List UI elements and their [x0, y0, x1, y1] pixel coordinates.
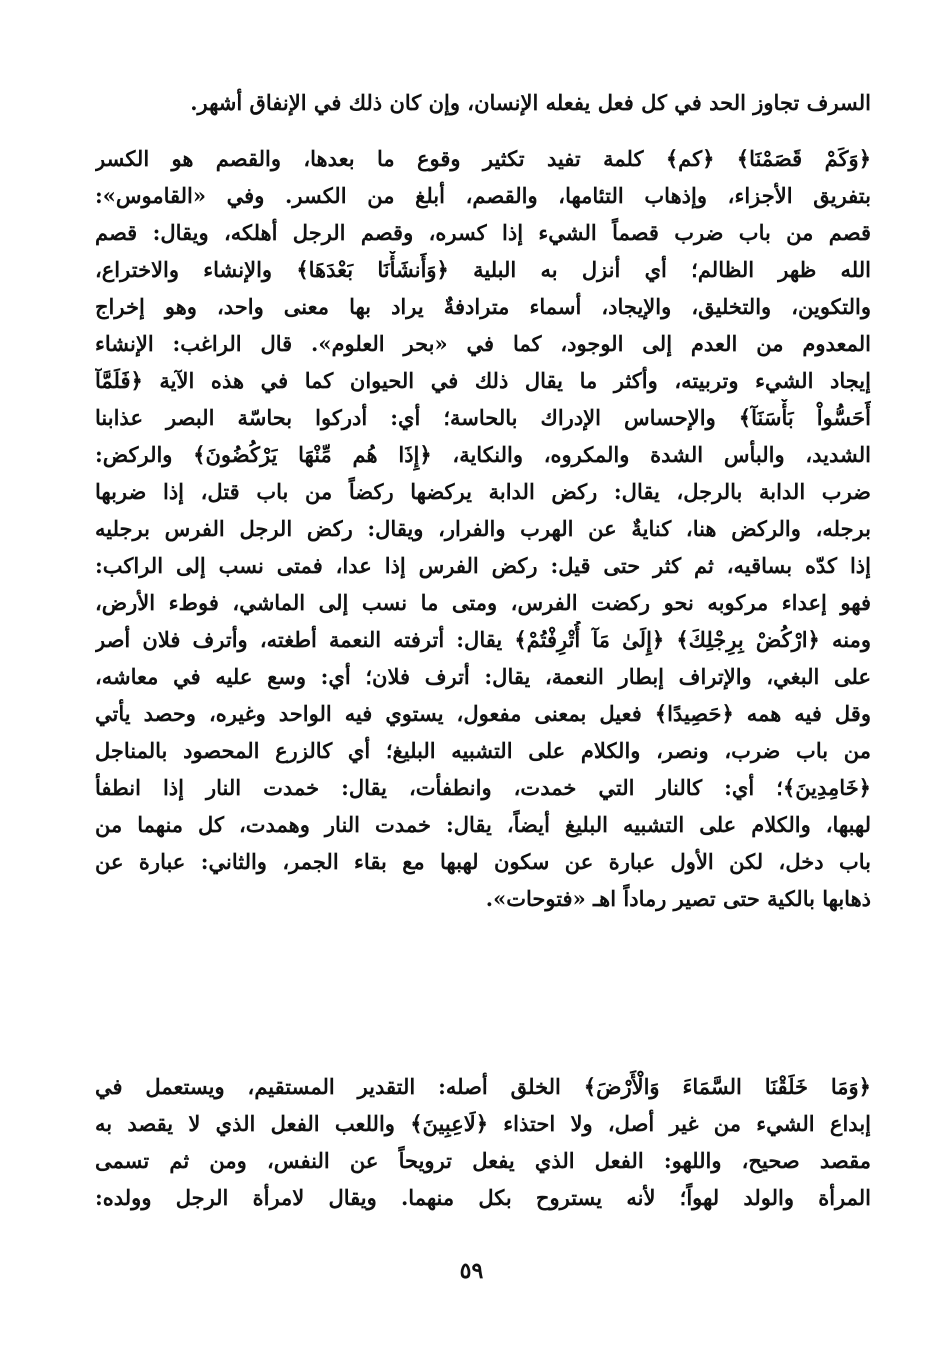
text-line: وقل فيه همه ﴿حَصِيدًا﴾ فعيل بمعنى مفعول، يستوي فيه الواحد وغيره، وحصد يأتي: [95, 701, 871, 726]
text-line: والتكوين، والتخليق، والإيجاد، أسماء مترادفةٌ يراد بها معنى واحد، وهو إخراج: [95, 294, 871, 319]
text-line: لهبها، والكلام على التشبيه البليغ أيضاً، يقال: خمدت النار وهمدت، كل منهما من: [95, 812, 871, 837]
paragraph-1: [95, 84, 871, 121]
text-line: إبداع الشيء من غير أصل، ولا احتذاء ﴿لَاعِبِينَ﴾ واللعب الفعل الذي لا يقصد به: [95, 1111, 871, 1136]
text-line: ﴿خَامِدِينَ﴾؛ أي: كالنار التي خمدت، وانطفأت، يقال: خمدت النار إذا انطفأ: [95, 775, 871, 800]
paragraph-2: [95, 140, 871, 917]
page-number: ٥٩: [459, 1258, 484, 1284]
paragraph-3: [95, 1068, 871, 1216]
text-line: الشديد، والبأس الشدة والمكروه، والنكاية، ﴿إِذَا هُم مِّنْهَا يَرْكُضُونَ﴾ والركض:: [95, 442, 871, 467]
text-line: السرف تجاوز الحد في كل فعل يفعله الإنسان، وإن كان ذلك في الإنفاق أشهر.: [190, 90, 871, 115]
text-line: فهو إعداء مركوبه نحو ركضت الفرس، ومتى ما نسب إلى الماشي، فوطء الأرض،: [95, 590, 871, 615]
text-line: ومنه ﴿ارْكُضْ بِرِجْلِكَ﴾ ﴿إِلَىٰ مَآ أُتْرِفْتُمْ﴾ يقال: أترفته النعمة أطغته، وأترف فلان أصر: [95, 627, 871, 652]
text-line: إذا كدّه بساقيه، ثم كثر حتى قيل: ركض الفرس إذا عدا، فمتى نسب إلى الراكب:: [95, 553, 871, 578]
text-line: من باب ضرب، ونصر، والكلام على التشبيه البليغ؛ أي كالزرع المحصود بالمناجل: [95, 738, 871, 763]
text-line: مقصد صحيح، واللهو: الفعل الذي يفعل ترويحاً عن النفس، ومن ثم تسمى: [95, 1148, 871, 1173]
text-line: ﴿وَكَمْ قَصَمْنَا﴾ ﴿كم﴾ كلمة تفيد تكثير وقوع ما بعدها، والقصم هو الكسر: [95, 146, 871, 171]
text-line: ضرب الدابة بالرجل، يقال: ركض الدابة يركضها ركضاً من باب قتل، إذا ضربها: [95, 479, 871, 504]
text-line: قصم من باب ضرب قصماً الشيء إذا كسره، وقصم الرجل أهلكه، ويقال: قصم: [95, 220, 871, 245]
text-line: ﴿وَمَا خَلَقْنَا السَّمَاءَ وَالْأَرْضَ﴾ الخلق أصله: التقدير المستقيم، ويستعمل في: [95, 1074, 871, 1099]
text-line: المعدوم من العدم إلى الوجود، كما في «بحر العلوم». قال الراغب: الإنشاء: [95, 331, 871, 356]
text-line: على البغي، والإتراف إبطار النعمة، يقال: أترف فلان؛ أي: وسع عليه في معاشه،: [95, 664, 871, 689]
text-line: باب دخل، لكن الأول عبارة عن سكون لهبها مع بقاء الجمر، والثاني: عبارة عن: [95, 849, 871, 874]
text-line: ذهابها بالكية حتى تصير رماداً اهـ «فتوحات».: [485, 886, 871, 911]
text-line: أَحَسُّواْ بَأْسَنَآ﴾ والإحساس الإدراك بالحاسة؛ أي: أدركوا بحاسّة البصر عذابنا: [95, 405, 871, 430]
text-line: بتفريق الأجزاء، وإذهاب التئامها، والقصم، أبلغ من الكسر. وفي «القاموس»:: [95, 183, 871, 208]
text-line: برجله، والركض هنا، كنايةٌ عن الهرب والفرار، ويقال: ركض الرجل الفرس برجليه: [95, 516, 871, 541]
text-line: إيجاد الشيء وتربيته، وأكثر ما يقال ذلك في الحيوان كما في هذه الآية ﴿فَلَمَّآ: [95, 368, 871, 393]
text-line: الله ظهر الظالم؛ أي أنزل به البلية ﴿وَأَنشَأْنَا بَعْدَهَا﴾ والإنشاء والاختراع،: [95, 257, 871, 282]
text-line: المرأة والولد لهواً؛ لأنه يستروح بكل منهما. ويقال لامرأة الرجل وولده:: [95, 1185, 871, 1210]
